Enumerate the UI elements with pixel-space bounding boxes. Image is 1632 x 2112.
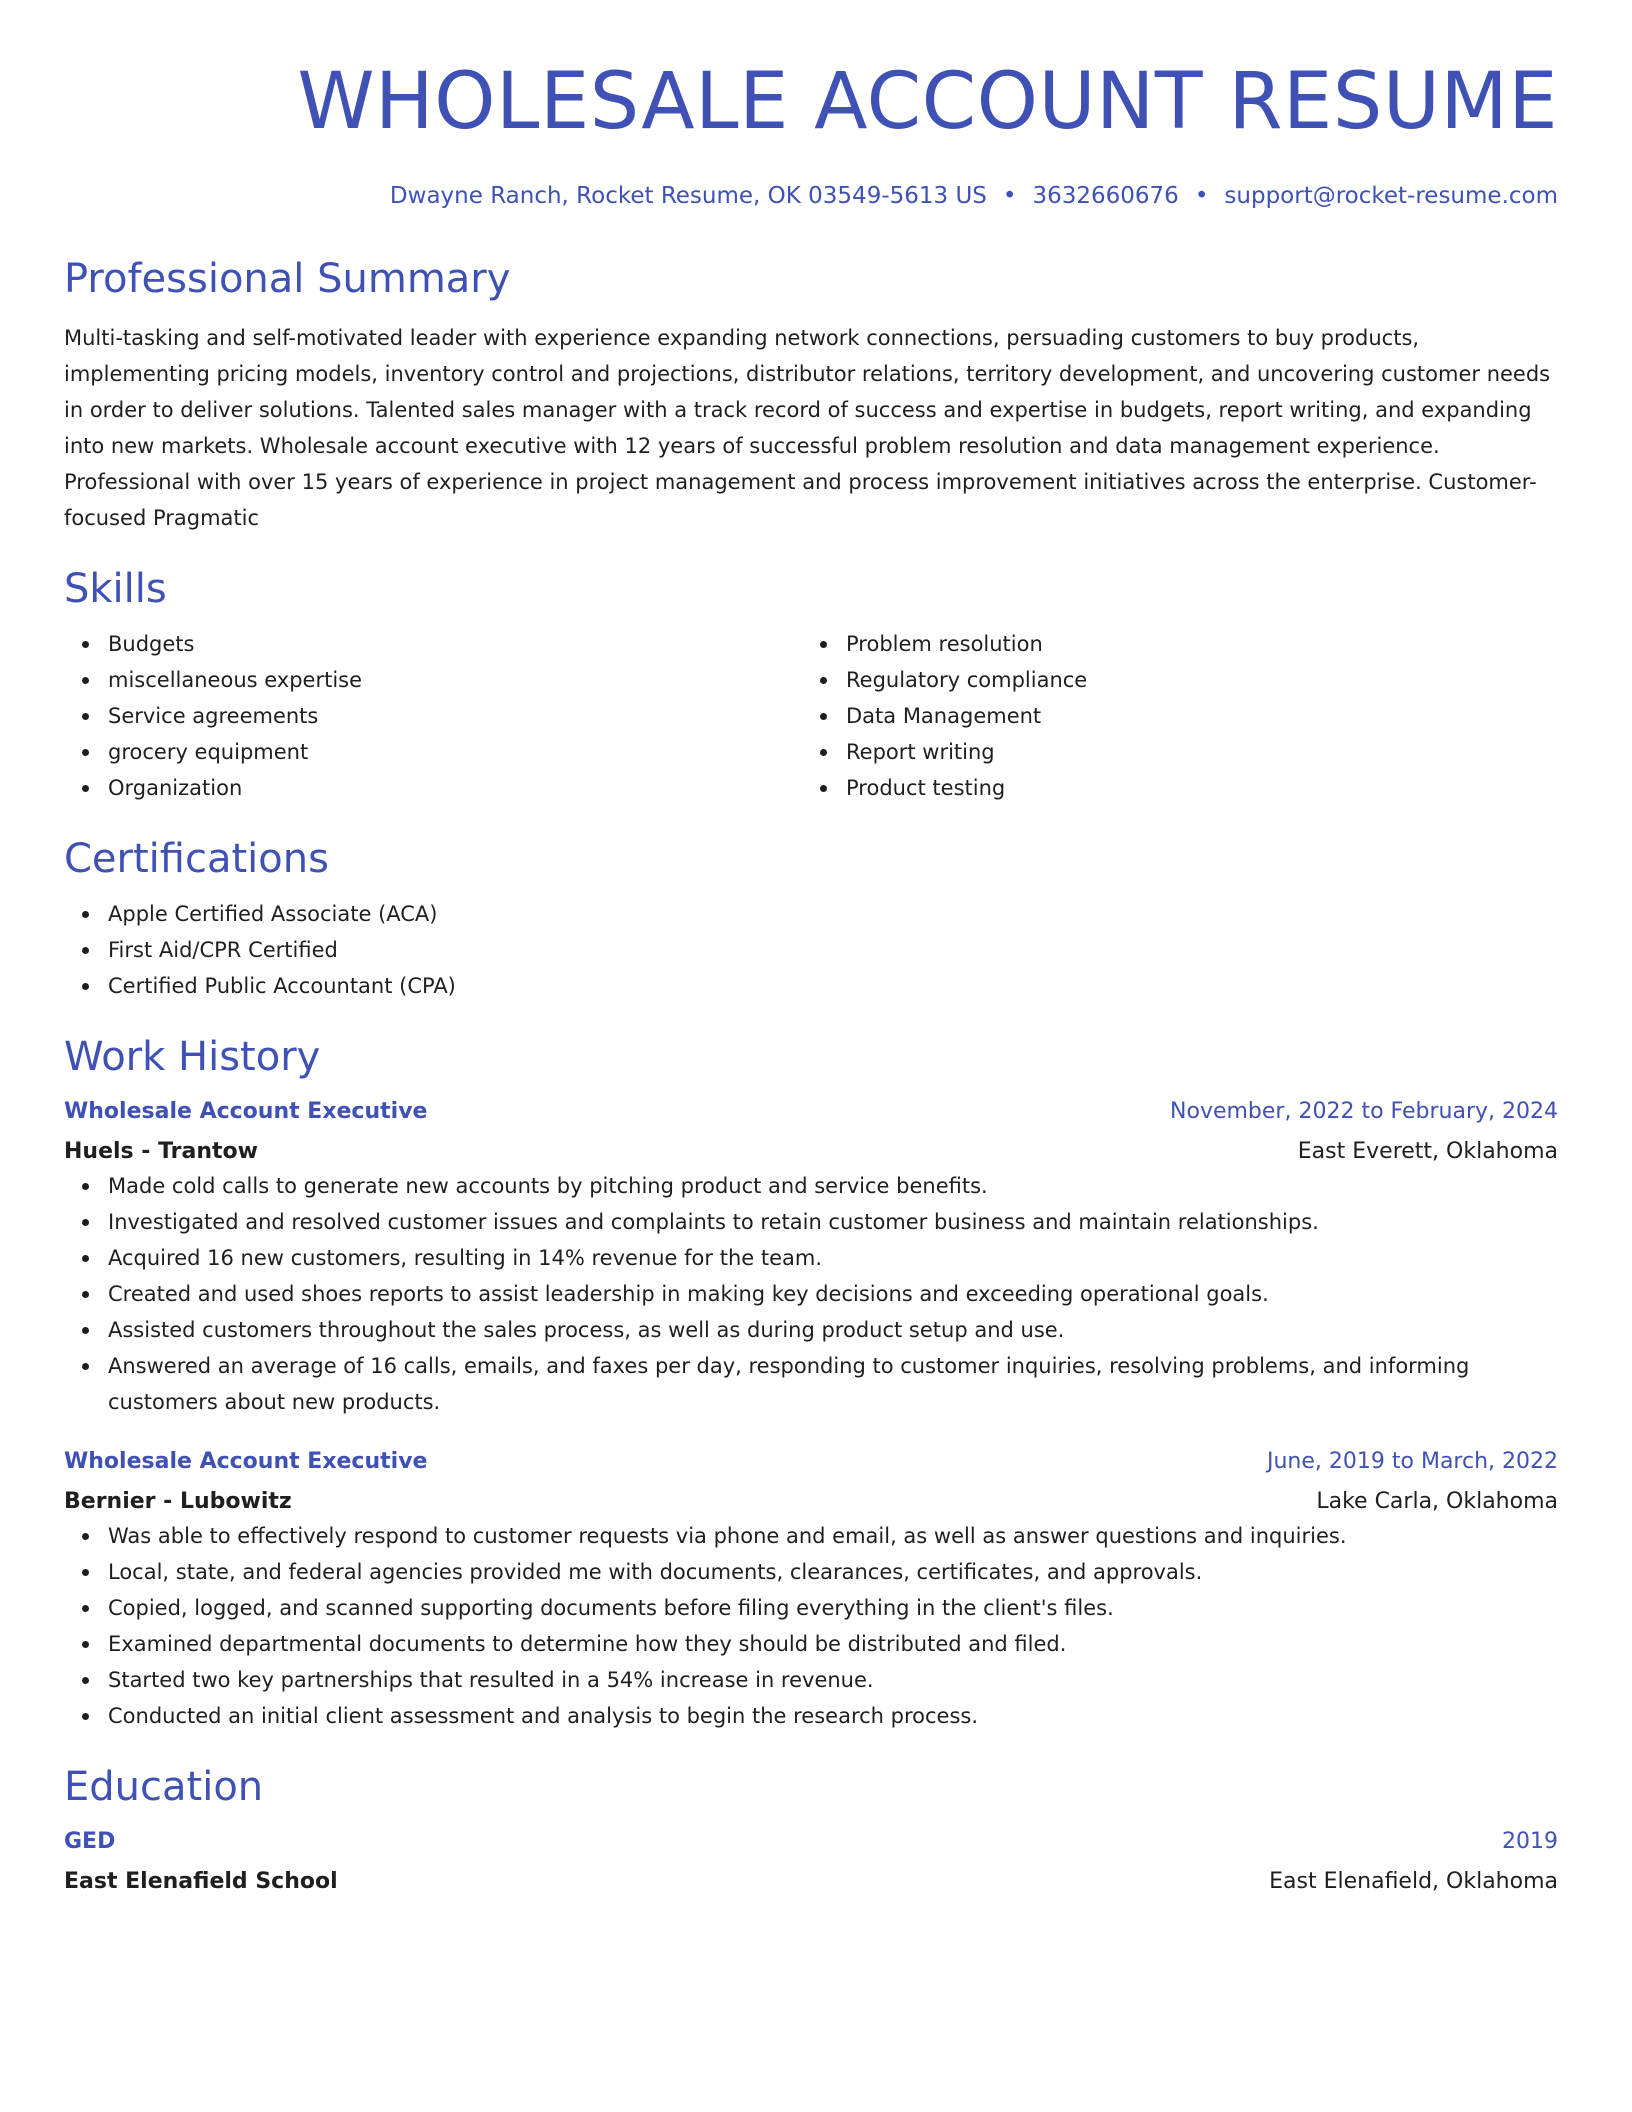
education-subheader — [64, 1866, 1558, 1898]
job-bullets — [64, 1518, 1558, 1734]
resume-page — [64, 52, 1558, 1898]
job-subheader — [64, 1486, 1558, 1518]
section-title-summary: Professional Summary — [64, 256, 511, 302]
contact-email: support@rocket-resume.com — [1224, 183, 1558, 209]
education-year: 2019 — [1502, 1829, 1558, 1854]
job-bullet: Was able to effectively respond to customer requests via phone and email, as well as answer questions and inquiries. — [108, 1518, 1558, 1554]
certifications-section — [64, 834, 1558, 1004]
education-school: East Elenafield School — [64, 1869, 338, 1894]
education-location: East Elenafield, Oklahoma — [1269, 1869, 1558, 1894]
skills-list-left — [64, 626, 802, 806]
contact-line — [64, 180, 1558, 212]
job-company: Huels - Trantow — [64, 1139, 258, 1164]
section-title-certifications: Certifications — [64, 836, 329, 882]
job-role: Wholesale Account Executive — [64, 1449, 428, 1474]
skills-column-left — [64, 626, 802, 806]
resume-title: WHOLESALE ACCOUNT RESUME — [297, 57, 1558, 147]
job-bullet: Copied, logged, and scanned supporting documents before filing everything in the client's files. — [108, 1590, 1558, 1626]
job-bullet: Created and used shoes reports to assist leadership in making key decisions and exceeding operational goals. — [108, 1276, 1558, 1312]
certification-item: Certified Public Accountant (CPA) — [108, 968, 1558, 1004]
section-title-education: Education — [64, 1764, 264, 1810]
certification-item: First Aid/CPR Certified — [108, 932, 1558, 968]
certification-item: Apple Certified Associate (ACA) — [108, 896, 1558, 932]
work-history-section — [64, 1032, 1558, 1734]
job-bullet: Investigated and resolved customer issues and complaints to retain customer business and maintain relationships. — [108, 1204, 1558, 1240]
job-bullet: Made cold calls to generate new accounts by pitching product and service benefits. — [108, 1168, 1558, 1204]
job-subheader — [64, 1136, 1558, 1168]
job-header — [64, 1446, 1558, 1478]
education-section — [64, 1762, 1558, 1898]
certifications-list — [64, 896, 1558, 1004]
skill-item: miscellaneous expertise — [108, 662, 802, 698]
education-degree: GED — [64, 1829, 116, 1854]
job-location: Lake Carla, Oklahoma — [1316, 1489, 1558, 1514]
job-bullet: Started two key partnerships that resulted in a 54% increase in revenue. — [108, 1662, 1558, 1698]
job-dates: November, 2022 to February, 2024 — [1170, 1099, 1558, 1124]
job-company: Bernier - Lubowitz — [64, 1489, 292, 1514]
skill-item: Organization — [108, 770, 802, 806]
skill-item: Regulatory compliance — [846, 662, 1540, 698]
job-bullet: Assisted customers throughout the sales process, as well as during product setup and use. — [108, 1312, 1558, 1348]
skill-item: Product testing — [846, 770, 1540, 806]
section-title-skills: Skills — [64, 566, 167, 612]
contact-phone: 3632660676 — [1032, 183, 1179, 209]
job-entry — [64, 1096, 1558, 1420]
job-bullet: Examined departmental documents to determine how they should be distributed and filed. — [108, 1626, 1558, 1662]
job-header — [64, 1096, 1558, 1128]
contact-separator: • — [1002, 183, 1017, 209]
skill-item: Budgets — [108, 626, 802, 662]
section-title-work-history: Work History — [64, 1034, 321, 1080]
job-bullets — [64, 1168, 1558, 1420]
education-entry — [64, 1826, 1558, 1898]
skill-item: Service agreements — [108, 698, 802, 734]
skill-item: grocery equipment — [108, 734, 802, 770]
job-dates: June, 2019 to March, 2022 — [1267, 1449, 1558, 1474]
job-bullet: Answered an average of 16 calls, emails, and faxes per day, responding to customer inquiries, resolving problems, and informing customers about new products. — [108, 1348, 1558, 1420]
education-header — [64, 1826, 1558, 1858]
job-location: East Everett, Oklahoma — [1297, 1139, 1558, 1164]
skill-item: Data Management — [846, 698, 1540, 734]
job-bullet: Conducted an initial client assessment and analysis to begin the research process. — [108, 1698, 1558, 1734]
job-entry — [64, 1446, 1558, 1734]
skills-column-right — [802, 626, 1540, 806]
skill-item: Report writing — [846, 734, 1540, 770]
skills-list-right — [802, 626, 1540, 806]
skills-grid — [64, 626, 1558, 806]
skill-item: Problem resolution — [846, 626, 1540, 662]
job-role: Wholesale Account Executive — [64, 1099, 428, 1124]
summary-section — [64, 254, 1558, 536]
job-bullet: Acquired 16 new customers, resulting in 14% revenue for the team. — [108, 1240, 1558, 1276]
skills-section — [64, 564, 1558, 806]
contact-separator: • — [1194, 183, 1209, 209]
job-bullet: Local, state, and federal agencies provided me with documents, clearances, certificates, and approvals. — [108, 1554, 1558, 1590]
contact-address: Dwayne Ranch, Rocket Resume, OK 03549-5613 US — [389, 183, 987, 209]
summary-text: Multi-tasking and self-motivated leader with experience expanding network connections, persuading customers to buy products, implementing pricing models, inventory control and projections, distributor relations, territory development, and uncovering customer needs in order to deliver solutions. Talented sales manager with a track record of success and expertise in budgets, report writing, and expanding into new markets. Wholesale account executive with 12 years of successful problem resolution and data management experience. Professional with over 15 years of experience in project management and process improvement initiatives across the enterprise. Customer-focused Pragmatic — [64, 326, 1551, 530]
